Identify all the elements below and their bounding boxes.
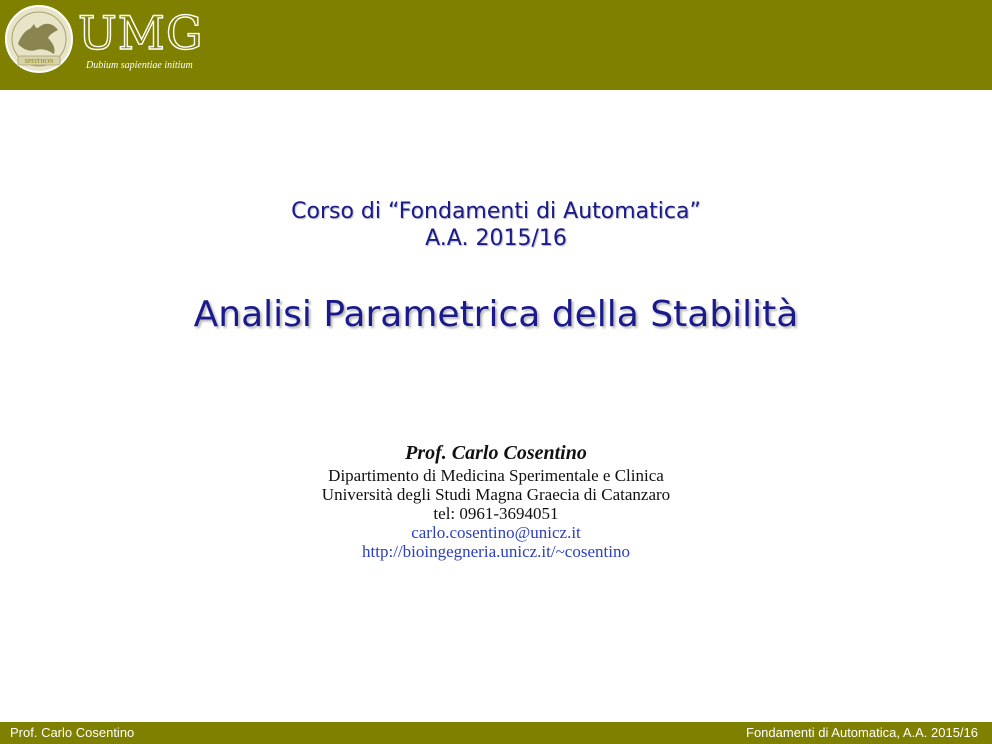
seal-label: SPEITHON	[24, 59, 54, 65]
logo-wordmark: UMG	[78, 6, 204, 60]
author-university: Università degli Studi Magna Graecia di Catanzaro	[321, 485, 671, 504]
course-heading	[0, 198, 992, 252]
author-name: Prof. Carlo Cosentino	[405, 442, 587, 464]
author-phone: tel: 0961-3694051	[433, 504, 559, 523]
header-band	[0, 0, 992, 90]
author-block	[0, 440, 992, 561]
footer-author: Prof. Carlo Cosentino	[10, 725, 135, 740]
author-website-link[interactable]: http://bioingegneria.unicz.it/~cosentino	[362, 542, 630, 561]
author-email-link[interactable]: carlo.cosentino@unicz.it	[411, 523, 581, 542]
footer-course: Fondamenti di Automatica, A.A. 2015/16	[746, 725, 978, 740]
course-name: Corso di “Fondamenti di Automatica”	[291, 199, 701, 224]
logo-motto: Dubium sapientiae initium	[86, 60, 193, 71]
author-department: Dipartimento di Medicina Sperimentale e Clinica	[328, 466, 664, 485]
slide-title: Analisi Parametrica della Stabilità	[193, 294, 799, 335]
academic-year: A.A. 2015/16	[425, 226, 567, 251]
footer-band	[0, 722, 992, 744]
university-seal-icon	[4, 4, 74, 74]
